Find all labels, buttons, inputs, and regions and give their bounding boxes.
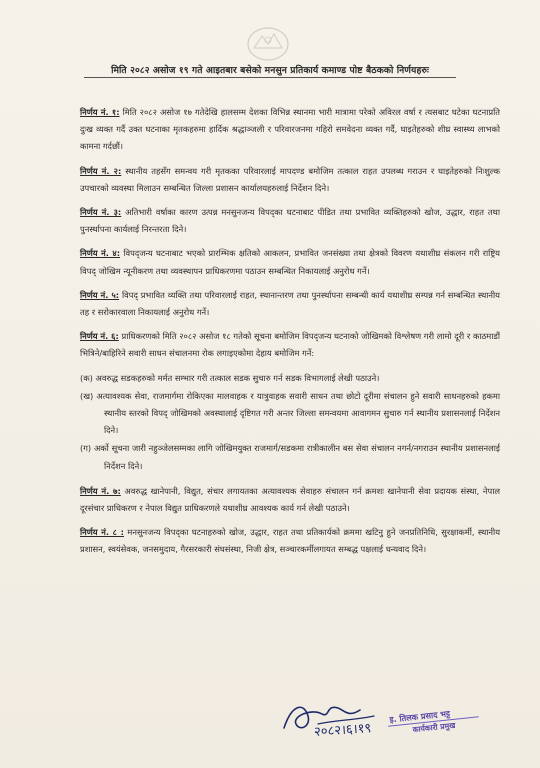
subitem-text: अवरुद्ध सडकहरुको मर्मत सम्भार गरी तत्काल सडक सुचारु गर्न सडक विभागलाई लेखी पठाउने। (92, 372, 380, 383)
decision-7 (80, 483, 500, 517)
subitem-ga (80, 440, 500, 474)
decision-text: मिति २०८२ असोज १७ गतेदेखि हालसम्म देशका विभिन्न स्थानमा भारी मात्रामा परेको अविरल वर्षा र त्यसबाट घटेका घटनाप्रति दुःख व्यक्त गर्दै उक्त घटनाका मृतकहरुमा हार्दिक श्रद्धाञ्जली र परिवारजनमा गहिरो समवेदना व्यक्त गर्दै, घाइतेहरुको शीघ्र स्वास्थ्य लाभको कामना गर्दछौं। (80, 107, 500, 152)
subitem-label: (ग) (80, 443, 92, 454)
decision-number: निर्णय नं. ६: (80, 331, 119, 342)
subitem-label: (क) (80, 372, 93, 383)
decision-3 (80, 204, 500, 238)
document-body (80, 104, 500, 566)
subitem-ka (80, 370, 500, 387)
decision-number: निर्णय नं. ४: (80, 248, 121, 259)
decision-number: निर्णय नं. ८ : (80, 527, 124, 538)
decision-2 (80, 163, 500, 197)
decision-number: निर्णय नं. ७: (80, 485, 121, 496)
decision-8 (80, 524, 500, 558)
decision-text: स्थानीय तहसँग समन्वय गरी मृतकका परिवारलाई मापदण्ड बमोजिम तत्काल राहत उपलब्ध गराउन र घाइतेहरुको निःशुल्क उपचारको व्यवस्था मिलाउन सम्बन्धित जिल्ला प्रशासन कार्यालयहरुलाई निर्देशन दिने। (80, 165, 500, 193)
subitem-kha (80, 388, 500, 440)
decision-text: मनसुनजन्य विपद्का घटनाहरुको खोज, उद्धार, राहत तथा प्रतिकार्यको क्रममा खटिनु हुने जनप्रतिनिधि, सुरक्षाकर्मी, स्थानीय प्रशासन, स्वयंसेवक, जनसमुदाय, गैरसरकारी संघसंस्था, निजी क्षेत्र, सञ्चारकर्मीलगायत सम्बद्ध पक्षलाई धन्यवाद दिने। (80, 527, 501, 555)
subitem-text: अत्यावश्यक सेवा, राजमार्गमा रोकिएका मालवाहक र यात्रुवाहक सवारी साधन तथा छोटो दूरीमा संचालन हुने सवारी साधनहरुको हकमा स्थानीय स्तरको विपद् जोखिमको अवस्थालाई दृष्टिगत गरी अन्तर जिल्ला समन्वयमा आवागमन सुचारु गर्न स्थानीय प्रशासनलाई निर्देशन दिने। (93, 390, 500, 436)
decision-text: अवरुद्ध खानेपानी, विद्युत, संचार लगायतका अत्यावश्यक सेवाहरु संचालन गर्न क्रमशः खानेपानी सेवा प्रदायक संस्था, नेपाल दूरसंचार प्राधिकरण र नेपाल विद्युत प्राधिकरणले यथाशीघ्र आवश्यक कार्य गर्न लेखी पठाउने। (80, 485, 501, 514)
decision-6 (80, 328, 500, 362)
title-underline (84, 77, 456, 78)
decision-number: निर्णय नं. ३: (80, 207, 122, 218)
decision-text: विपद् प्रभावित व्यक्ति तथा परिवारलाई राहत, स्थानान्तरण तथा पुनर्स्थापना सम्बन्धी कार्य यथाशीघ्र सम्पन्न गर्न सम्बन्धित स्थानीय तह र सरोकारवाला निकायलाई अनुरोध गर्ने। (80, 289, 500, 318)
signature-block (270, 698, 510, 758)
decision-text: अतिभारी वर्षाका कारण उत्पन्न मनसुनजन्य विपद्का घटनाबाट पीडित तथा प्रभावित व्यक्तिहरुको खोज, उद्धार, राहत तथा पुनर्स्थापना कार्यलाई निरन्तरता दिने। (80, 207, 500, 235)
decision-number: निर्णय नं. २: (80, 165, 122, 176)
stamp-title: कार्यकारी प्रमुख (412, 720, 456, 735)
signature-date: २०८२।६।१९ (313, 721, 372, 740)
decision-1 (80, 104, 500, 156)
decision-number: निर्णय नं. १: (80, 107, 120, 117)
subitem-label: (ख) (80, 390, 94, 401)
decision-text: प्राधिकरणको मिति २०८२ असोज १८ गतेको सूचना बमोजिम विपद्जन्य घटनाको जोखिमको विश्लेषण गरी लामो दूरी र काठमाडौं भित्रिने/बाहिरिने सवारी साधन संचालनमा रोक लगाइएकोमा देहाय बमोजिम गर्ने: (80, 331, 500, 359)
emblem-watermark-icon (246, 26, 290, 62)
decision-4 (80, 245, 500, 279)
decision-number: निर्णय नं. ५: (80, 289, 120, 300)
decision-text: विपद्जन्य घटनाबाट भएको प्रारम्भिक क्षतिको आकलन, प्रभावित जनसंख्या तथा क्षेत्रको विवरण यथाशीघ्र संकलन गरी राष्ट्रिय विपद् जोखिम न्यूनीकरण तथा व्यवस्थापन प्राधिकरणमा पठाउन सम्बन्धित निकायलाई अनुरोध गर्ने। (80, 248, 500, 276)
stamp-name: इ. तिलक प्रसाद भट्ट (387, 705, 479, 726)
subitem-text: अर्को सूचना जारी नहुञ्जेलसम्मका लागि जोखिमयुक्त राजमार्ग/सडकमा रात्रीकालीन बस सेवा संचालन नगर्न/नगराउन स्थानीय प्रशासनलाई निर्देशन दिने। (91, 443, 500, 471)
decision-5 (80, 287, 500, 321)
official-stamp (387, 705, 480, 738)
document-title: मिति २०८२ असोज १९ गते आइतबार बसेको मनसुन प्रतिकार्य कमाण्ड पोष्ट बैठकको निर्णयहरुः (111, 65, 429, 76)
